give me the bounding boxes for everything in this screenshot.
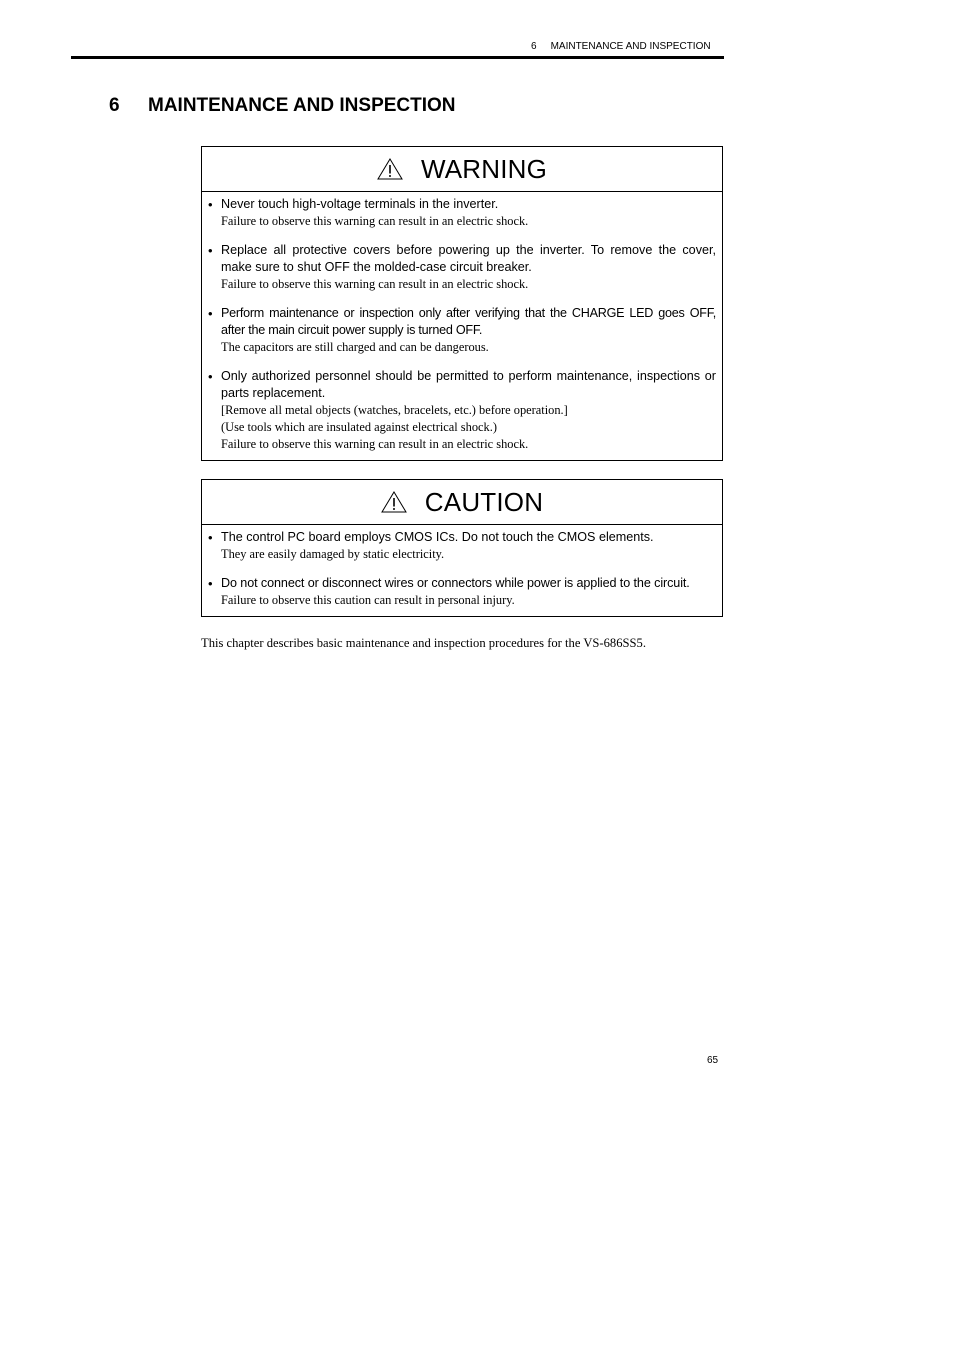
running-header-chapter-number: 6 [531,41,537,52]
warning-item-text: Perform maintenance or inspection only after verifying that the CHARGE LED goes OFF, after the main circuit power supply is turned OFF. [221,306,716,337]
warning-triangle-icon [377,158,403,180]
running-header [531,41,711,52]
warning-item-text: Only authorized personnel should be permitted to perform maintenance, inspections or parts replacement. [221,369,716,400]
chapter-intro-text: This chapter describes basic maintenance and inspection procedures for the VS-686SS5. [201,636,646,650]
bullet: • [208,306,213,321]
warning-item [208,368,716,453]
caution-item-text: Do not connect or disconnect wires or connectors while power is applied to the circuit. [221,576,690,590]
caution-items [202,525,722,616]
caution-item [208,575,716,609]
warning-item [208,196,716,230]
bullet: • [208,530,213,545]
warning-item-consequence: Failure to observe this warning can result in an electric shock. [221,277,529,291]
warning-item-note: [Remove all metal objects (watches, bracelets, etc.) before operation.] [221,403,568,417]
caution-label: CAUTION [424,486,544,517]
bullet: • [208,369,213,384]
bullet: • [208,576,213,591]
bullet: • [208,197,213,212]
header-rule [71,56,724,59]
warning-item-consequence: Failure to observe this warning can result in an electric shock. [221,437,529,451]
caution-item-consequence: Failure to observe this caution can result in personal injury. [221,593,515,607]
caution-item-consequence: They are easily damaged by static electricity. [221,547,445,561]
warning-item-text: Never touch high-voltage terminals in the inverter. [221,197,499,211]
warning-item [208,305,716,356]
bullet: • [208,243,213,258]
warning-item-text: Replace all protective covers before powering up the inverter. To remove the cover, make sure to shut OFF the molded-case circuit breaker. [221,243,716,274]
caution-item [208,529,716,563]
page-number: 65 [707,1055,719,1066]
caution-box-header [202,480,722,525]
caution-item-text: The control PC board employs CMOS ICs. Do not touch the CMOS elements. [221,530,654,544]
caution-box [201,479,723,617]
warning-item-consequence: Failure to observe this warning can result in an electric shock. [221,214,529,228]
warning-item-consequence: The capacitors are still charged and can be dangerous. [221,340,489,354]
chapter-title [109,95,456,117]
chapter-title-text: MAINTENANCE AND INSPECTION [148,95,456,116]
warning-label: WARNING [420,153,548,184]
running-header-chapter-title: MAINTENANCE AND INSPECTION [550,41,711,52]
warning-item-note: (Use tools which are insulated against electrical shock.) [221,420,497,434]
warning-box [201,146,723,461]
warning-items [202,192,722,460]
chapter-title-number: 6 [109,95,120,116]
warning-item [208,242,716,293]
warning-triangle-icon [381,491,407,513]
warning-box-header [202,147,722,192]
